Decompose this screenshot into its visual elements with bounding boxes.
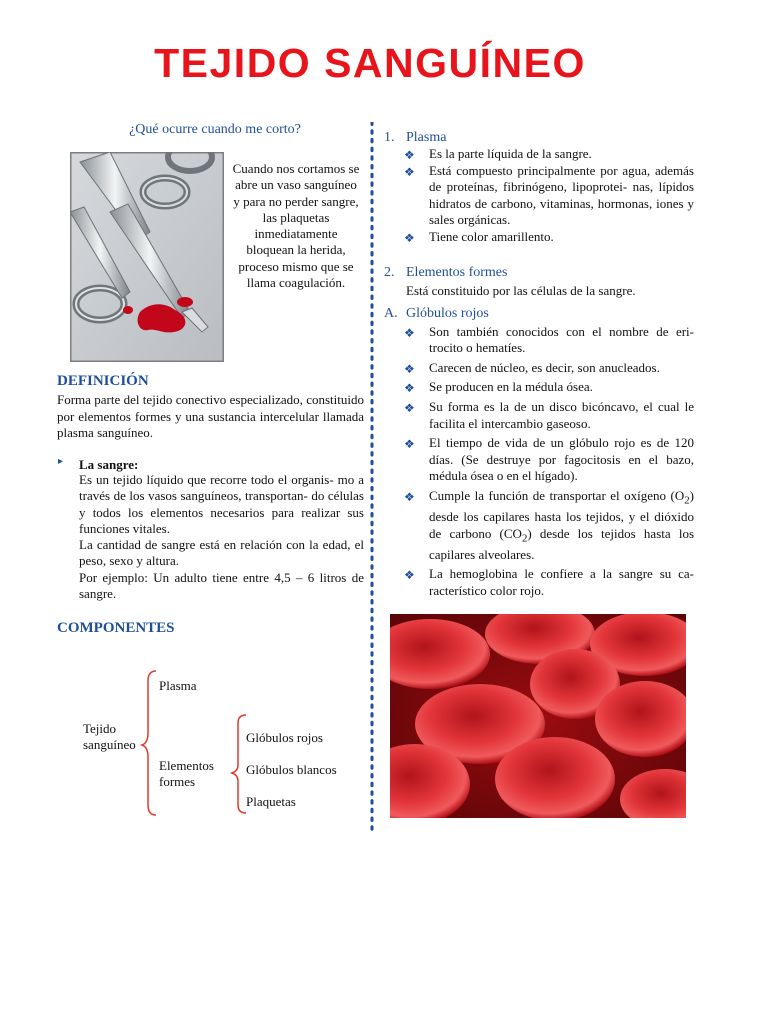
diagram-globulos-rojos: Glóbulos rojos bbox=[246, 730, 323, 745]
right-column bbox=[384, 130, 694, 600]
column-divider bbox=[369, 122, 375, 834]
triangle-bullet-icon: ▸ bbox=[58, 456, 64, 467]
diagram-root bbox=[83, 721, 136, 753]
cut-question-heading: ¿Qué ocurre cuando me corto? bbox=[129, 122, 301, 137]
section-title: Glóbulos rojos bbox=[406, 305, 489, 321]
list-item-text: Carecen de núcleo, es decir, son anucleados. bbox=[429, 359, 660, 375]
section-title: Plasma bbox=[406, 130, 447, 145]
definition-text: Forma parte del tejido conectivo especializado, constituido por elementos formes y una sustancia intercelular llamada plasma sanguíneo. bbox=[57, 392, 364, 440]
diamond-bullet-icon: ❖ bbox=[404, 361, 415, 376]
list-item bbox=[384, 379, 694, 396]
diagram-plaquetas: Plaquetas bbox=[246, 794, 296, 809]
list-item bbox=[384, 488, 694, 564]
subscript: 2 bbox=[521, 532, 528, 545]
list-item-text: Tiene color amarillento. bbox=[429, 228, 554, 244]
diagram-plasma: Plasma bbox=[159, 678, 197, 693]
list-item-text bbox=[429, 488, 694, 562]
page-title: TEJIDO SANGUÍNEO bbox=[154, 40, 586, 86]
list-item-text: Su forma es la de un disco bicóncavo, el cual le facilita el intercambio gaseoso. bbox=[429, 398, 694, 431]
diamond-bullet-icon: ❖ bbox=[404, 437, 415, 452]
surgical-tools-photo bbox=[70, 152, 224, 362]
section-number: A. bbox=[384, 305, 398, 321]
diamond-bullet-icon: ❖ bbox=[404, 325, 415, 340]
list-item bbox=[384, 324, 694, 357]
section-number: 2. bbox=[384, 264, 395, 280]
section-number: 1. bbox=[384, 130, 395, 145]
diagram-globulos-blancos: Glóbulos blancos bbox=[246, 762, 337, 777]
components-diagram bbox=[80, 665, 380, 825]
cut-explanation-text: Cuando nos cortamos se abre un vaso sanguíneo y para no perder sangre, las plaquetas inmediatamente bloquean la herida, proceso mismo que se llama coagulación. bbox=[232, 161, 360, 291]
list-item-text: El tiempo de vida de un glóbulo rojo es de 120 días. (Se destruye por fagocitosis en el bazo, médula ósea o en el hígado). bbox=[429, 435, 694, 484]
list-item bbox=[384, 146, 694, 163]
sangre-paragraphs bbox=[79, 472, 364, 602]
list-item bbox=[384, 435, 694, 485]
red-blood-cells-photo bbox=[390, 614, 686, 818]
list-item-text: Es la parte líquida de la sangre. bbox=[429, 146, 592, 161]
plasma-list bbox=[384, 146, 694, 246]
list-item bbox=[384, 566, 694, 599]
diamond-bullet-icon: ❖ bbox=[404, 381, 415, 396]
list-item-text: Está compuesto principalmente por agua, además de proteínas, fibrinógeno, lipoprotei- nas, lípidos hidratos de carbono, vitaminas, hormonas, iones y sales orgánicas. bbox=[429, 162, 694, 228]
diagram-root-line: sanguíneo bbox=[83, 737, 136, 752]
sangre-paragraph: La cantidad de sangre está en relación con la edad, el peso, sexo y altura. bbox=[79, 537, 364, 569]
elementos-text: Está constituido por las células de la sangre. bbox=[406, 282, 636, 298]
sangre-paragraph: Es un tejido líquido que recorre todo el organis- mo a través de los vasos sanguíneos, transportan- do células y todos los elementos necesarios para realizar sus funciones vitales. bbox=[79, 472, 364, 536]
sangre-paragraph: Por ejemplo: Un adulto tiene entre 4,5 – 6 litros de sangre. bbox=[79, 569, 364, 602]
diagram-elementos-line: Elementos bbox=[159, 758, 214, 773]
globulos-rojos-list bbox=[384, 324, 694, 600]
diamond-bullet-icon: ❖ bbox=[404, 164, 415, 179]
subscript: 2 bbox=[684, 494, 690, 507]
section-title: Elementos formes bbox=[406, 264, 508, 280]
definition-heading: DEFINICIÓN bbox=[57, 373, 149, 389]
diagram-elementos-formes bbox=[159, 758, 214, 790]
diagram-root-line: Tejido bbox=[83, 721, 117, 736]
plasma-heading bbox=[384, 130, 694, 146]
list-item bbox=[384, 399, 694, 432]
diagram-elementos-line: formes bbox=[159, 774, 196, 789]
components-heading: COMPONENTES bbox=[57, 620, 175, 636]
list-item-text: La hemoglobina le confiere a la sangre su ca- racterístico color rojo. bbox=[429, 566, 694, 599]
diamond-bullet-icon: ❖ bbox=[404, 489, 415, 504]
sangre-heading: La sangre: bbox=[79, 457, 139, 472]
text-fragment: ) desde los tejidos hasta los capilares alveolares. bbox=[429, 525, 694, 562]
diamond-bullet-icon: ❖ bbox=[404, 568, 415, 583]
text-fragment: Cumple la función de transportar el oxígeno (O bbox=[429, 487, 685, 503]
list-item bbox=[384, 163, 694, 229]
list-item-text: Se producen en la médula ósea. bbox=[429, 379, 593, 395]
text-fragment: ) desde los capilares hasta los tejidos, y el dióxido de carbono (CO bbox=[429, 487, 694, 541]
diamond-bullet-icon: ❖ bbox=[404, 400, 415, 415]
elementos-heading bbox=[384, 265, 694, 281]
list-item bbox=[384, 360, 694, 377]
list-item bbox=[384, 229, 694, 246]
diamond-bullet-icon: ❖ bbox=[404, 230, 415, 245]
list-item-text: Son también conocidos con el nombre de eri- trocito o hematíes. bbox=[429, 323, 694, 356]
globulos-rojos-heading bbox=[384, 306, 694, 322]
diamond-bullet-icon: ❖ bbox=[404, 148, 415, 162]
